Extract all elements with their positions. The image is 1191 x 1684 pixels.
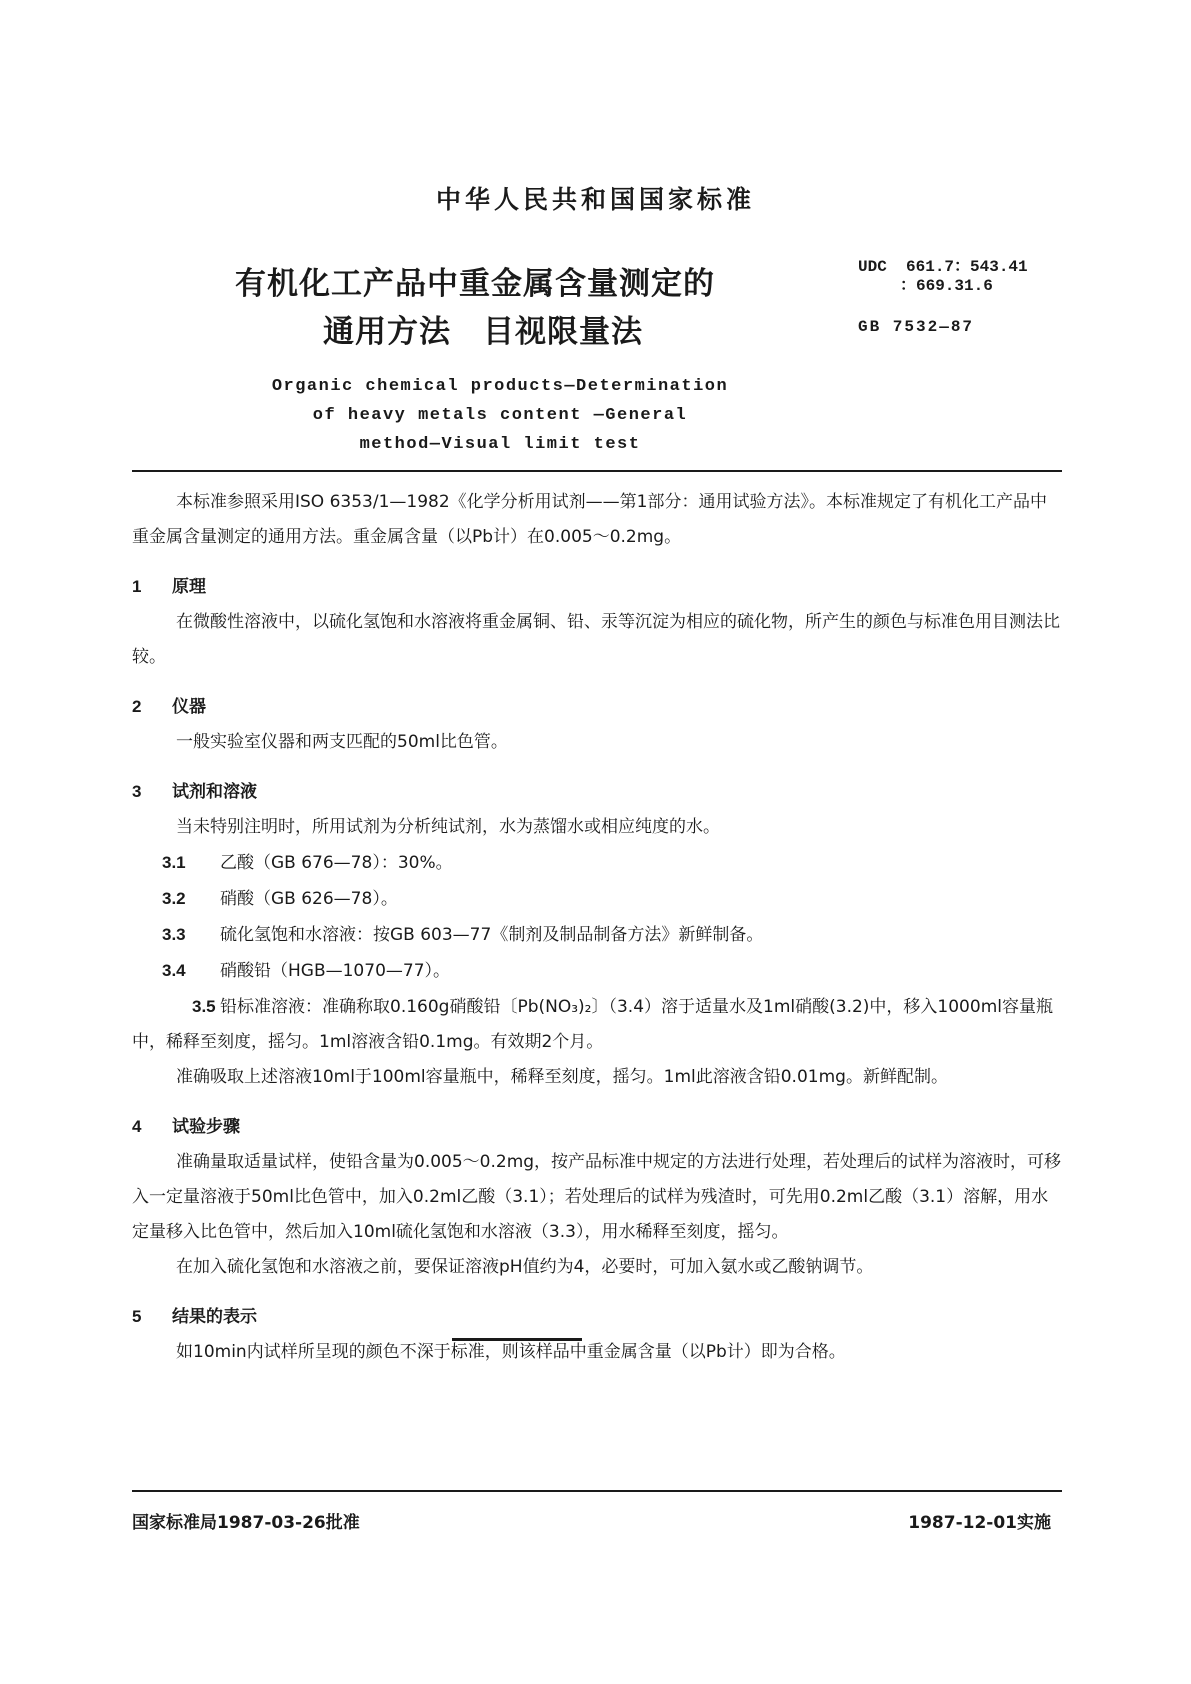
section-heading: 1 原理 [132, 577, 206, 597]
section-heading: 4 试验步骤 [132, 1117, 240, 1137]
udc-code-2: ：669.31.6 [900, 277, 993, 295]
section-text: 当未特别注明时，所用试剂为分析纯试剂，水为蒸馏水或相应纯度的水。 [176, 817, 720, 837]
section-text: 一般实验室仪器和两支匹配的50ml比色管。 [176, 732, 508, 752]
subsection-item: 3.5 铅标准溶液：准确称取0.160g硝酸铅〔Pb(NO₃)₂〕（3.4）溶于适量水及1ml硝酸(3.2)中，移入1000ml容量瓶中，稀释至刻度，摇匀。1ml溶液含铅0.1mg。有效期2个月。 [132, 997, 1053, 1052]
subsection-item: 3.2 硝酸（GB 626—78）。 [162, 889, 398, 909]
intro-paragraph: 本标准参照采用ISO 6353/1—1982《化学分析用试剂——第1部分：通用试验方法》。本标准规定了有机化工产品中重金属含量测定的通用方法。重金属含量（以Pb计）在0.005～0.2mg。 [132, 492, 1047, 547]
effective-date: 1987-12-01实施 [908, 1513, 1051, 1533]
english-title [240, 372, 760, 459]
gb-code: GB 7532—87 [858, 318, 975, 336]
title-line-2: 通用方法 目视限量法 [323, 314, 643, 350]
udc-label: UDC [858, 258, 887, 276]
footer-divider [132, 1490, 1062, 1492]
subsection-item: 3.3 硫化氢饱和水溶液：按GB 603—77《制剂及制品制备方法》新鲜制备。 [162, 925, 764, 945]
section-text: 在微酸性溶液中，以硫化氢饱和水溶液将重金属铜、铅、汞等沉淀为相应的硫化物，所产生的颜色与标准色用目测法比较。 [132, 612, 1060, 667]
english-title-line: method—Visual limit test [359, 435, 641, 454]
english-title-line: Organic chemical products—Determination [271, 377, 729, 396]
section-heading: 3 试剂和溶液 [132, 782, 257, 802]
approval-date: 国家标准局1987-03-26批准 [132, 1513, 360, 1533]
section-text: 准确吸取上述溶液10ml于100ml容量瓶中，稀释至刻度，摇匀。1ml此溶液含铅0.01mg。新鲜配制。 [176, 1067, 948, 1087]
section-text: 准确量取适量试样，使铅含量为0.005～0.2mg，按产品标准中规定的方法进行处理，若处理后的试样为溶液时，可移入一定量溶液于50ml比色管中，加入0.2ml乙酸（3.1）；若处理后的试样为残渣时，可先用0.2ml乙酸（3.1）溶解，用水定量移入比色管中，然后加入10ml硫化氢饱和水溶液（3.3），用水稀释至刻度，摇匀。 [132, 1152, 1062, 1242]
section-heading: 2 仪器 [132, 697, 206, 717]
classification-block [858, 258, 1028, 337]
section-text: 如10min内试样所呈现的颜色不深于标准，则该样品中重金属含量（以Pb计）即为合格。 [176, 1342, 846, 1362]
section-heading: 5 结果的表示 [132, 1307, 257, 1327]
subsection-item: 3.1 乙酸（GB 676—78）：30%。 [162, 853, 453, 873]
english-title-line: of heavy metals content —General [312, 406, 688, 425]
subsection-item: 3.4 硝酸铅（HGB—1070—77）。 [162, 961, 451, 981]
udc-code-1: 661.7：543.41 [906, 258, 1028, 276]
end-rule [452, 1338, 582, 1341]
header-divider [132, 470, 1062, 472]
section-text: 在加入硫化氢饱和水溶液之前，要保证溶液pH值约为4，必要时，可加入氨水或乙酸钠调节。 [176, 1257, 874, 1277]
document-body [132, 485, 1062, 1370]
title-line-1: 有机化工产品中重金属含量测定的 [235, 266, 715, 302]
national-standard-heading: 中华人民共和国国家标准 [435, 185, 755, 214]
document-title [235, 260, 775, 356]
